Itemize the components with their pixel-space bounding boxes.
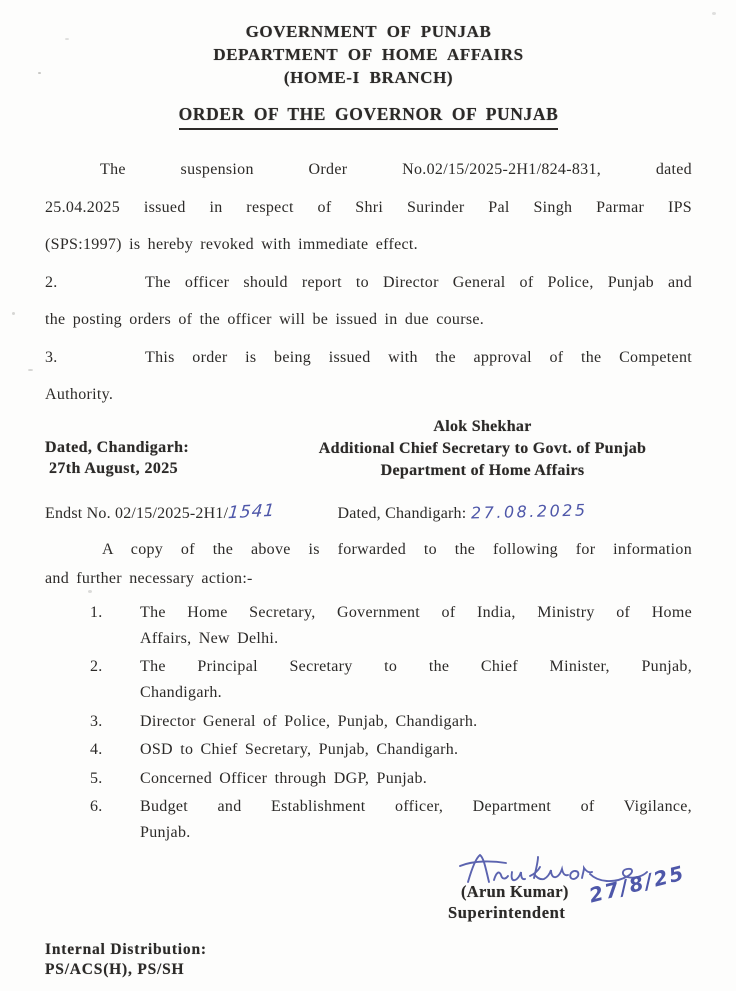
date-place-block (45, 416, 245, 482)
endorsement-number (45, 501, 275, 526)
recipient-list (90, 600, 692, 847)
scan-speck (38, 72, 41, 74)
recipient-number: 1. (90, 603, 103, 621)
recipient-text: Director General of Police, Punjab, Chandigarh. (140, 712, 478, 730)
endst-dated-label: Dated, Chandigarh: (337, 504, 467, 522)
letterhead (45, 0, 692, 89)
internal-distribution (45, 940, 692, 980)
officer-designation-2: Department of Home Affairs (380, 461, 585, 479)
signer-printed-name: (Arun Kumar) (461, 882, 569, 901)
paragraph-2-line: the posting orders of the officer will be issued in due course. (45, 311, 485, 328)
forwarding-paragraph (45, 535, 692, 593)
signer-designation: Superintendent (448, 903, 566, 922)
paragraph-3-line: Authority. (45, 386, 114, 403)
recipient-text: Budget and Establishment officer, Department of Vigilance, (140, 798, 692, 815)
forwarding-line: and further necessary action:- (45, 569, 253, 587)
recipient-number: 3. (90, 712, 103, 730)
scan-speck (12, 312, 15, 315)
order-title (45, 104, 692, 130)
paragraph-2 (45, 264, 692, 339)
paragraph-1 (45, 151, 692, 264)
internal-distribution-value: PS/ACS(H), PS/SH (45, 961, 185, 978)
recipient-text: The Principal Secretary to the Chief Minister, Punjab, (140, 658, 692, 675)
branch-name: (HOME-I BRANCH) (283, 68, 454, 87)
endorsement-date (337, 501, 587, 526)
superintendent-signature-block (440, 850, 692, 924)
order-title-text: ORDER OF THE GOVERNOR OF PUNJAB (179, 104, 559, 130)
forwarding-line: A copy of the above is forwarded to the following for information (102, 540, 692, 558)
officer-name: Alok Shekhar (433, 417, 532, 435)
scan-speck (65, 38, 69, 40)
recipient-number: 2. (90, 658, 103, 675)
recipient-text: OSD to Chief Secretary, Punjab, Chandigarh. (140, 741, 459, 758)
internal-distribution-label: Internal Distribution: (45, 941, 207, 958)
recipient-text: Affairs, New Delhi. (140, 629, 279, 647)
recipient-item (90, 654, 692, 706)
recipient-item (90, 737, 692, 763)
paragraph-1-line: (SPS:1997) is hereby revoked with immediate effect. (45, 236, 418, 253)
recipient-item (90, 766, 692, 792)
dated-place-label: Dated, Chandigarh: (45, 438, 190, 456)
recipient-item (90, 600, 692, 652)
officer-designation-1: Additional Chief Secretary to Govt. of Punjab (318, 439, 647, 457)
paragraph-1-line: 25.04.2025 issued in respect of Shri Surinder Pal Singh Parmar IPS (45, 198, 692, 216)
scan-speck (28, 369, 33, 371)
department-name: DEPARTMENT OF HOME AFFAIRS (213, 45, 524, 64)
recipient-text: Chandigarh. (140, 684, 222, 701)
paragraph-3-line: This order is being issued with the approval of the Competent (145, 348, 692, 366)
recipient-number: 6. (90, 798, 103, 815)
government-name: GOVERNMENT OF PUNJAB (245, 22, 492, 41)
recipient-text: Punjab. (140, 824, 191, 841)
recipient-text: Concerned Officer through DGP, Punjab. (140, 769, 428, 787)
paragraph-3-number: 3. (45, 348, 58, 366)
paragraph-3 (45, 339, 692, 414)
recipient-number: 4. (90, 741, 103, 758)
dated-value: 27th August, 2025 (49, 459, 179, 477)
recipient-text: The Home Secretary, Government of India, Ministry of Home (140, 603, 692, 621)
endst-label: Endst No. 02/15/2025-2H1/ (45, 504, 229, 522)
paragraph-2-line: The officer should report to Director General of Police, Punjab and (145, 273, 692, 291)
paragraph-2-number: 2. (45, 273, 58, 291)
recipient-item (90, 709, 692, 735)
endst-number-handwritten: 1541 (227, 500, 277, 523)
scan-speck (712, 12, 716, 15)
recipient-number: 5. (90, 769, 103, 787)
endorsement-row (45, 501, 692, 526)
signatory-block (45, 416, 692, 482)
endst-date-handwritten: 27.08.2025 (470, 499, 588, 523)
signature-date-handwritten: 27/8/25 (586, 860, 688, 908)
officer-block (245, 416, 692, 482)
paragraph-1-line: The suspension Order No.02/15/2025-2H1/824-831, dated (100, 161, 692, 178)
scan-speck (88, 590, 92, 593)
recipient-item (90, 794, 692, 846)
